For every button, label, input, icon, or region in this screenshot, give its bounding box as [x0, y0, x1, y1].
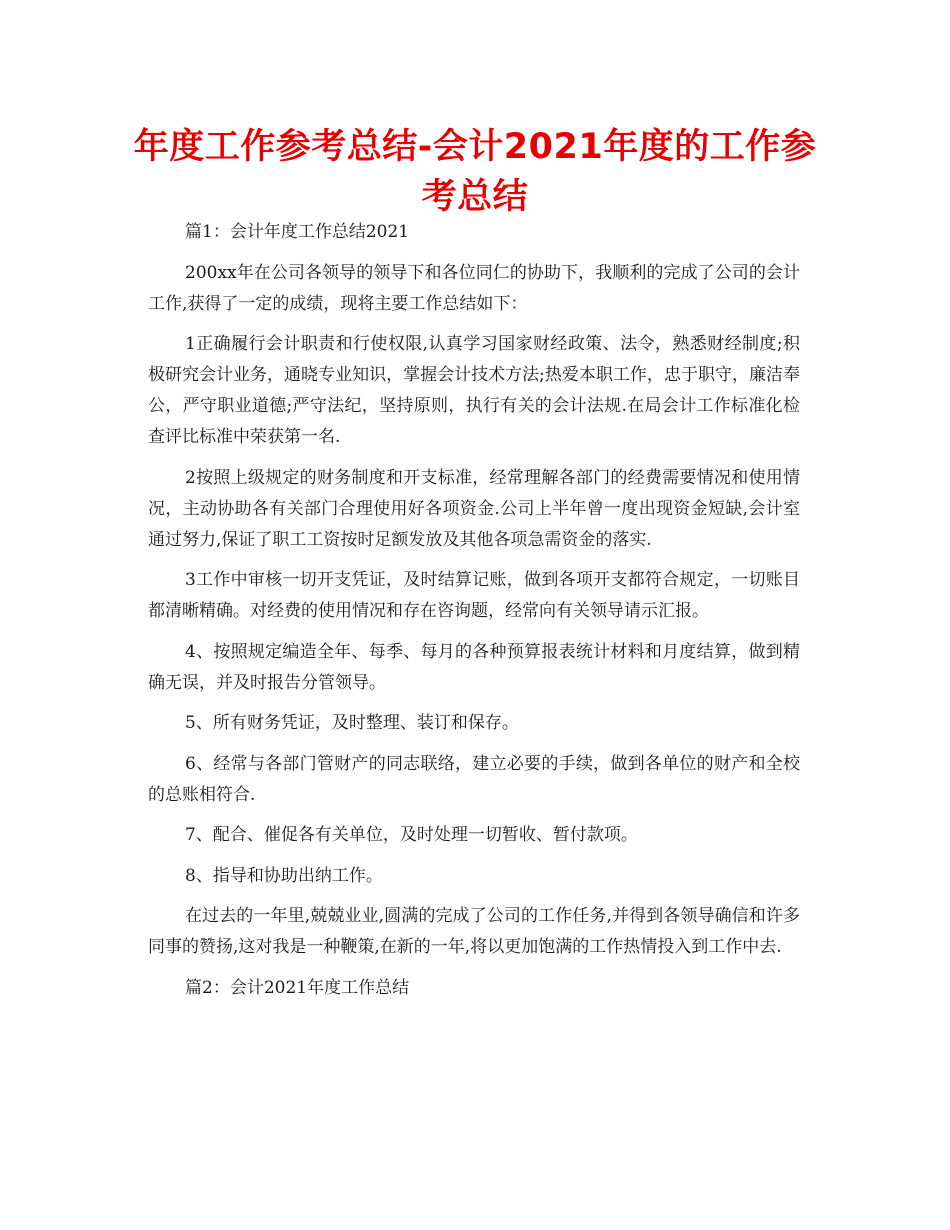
- paragraph-item-1: 1正确履行会计职责和行使权限,认真学习国家财经政策、法令，熟悉财经制度;积极研究会计业务，通晓专业知识，掌握会计技术方法;热爱本职工作，忠于职守，廉洁奉公，严守职业道德;严守法纪，坚持原则，执行有关的会计法规.在局会计工作标准化检查评比标准中荣获第一名.: [148, 334, 800, 447]
- paragraph-item-8: 8、指导和协助出纳工作。: [185, 865, 383, 886]
- paragraph-item-7: 7、配合、催促各有关单位，及时处理一切暂收、暂付款项。: [185, 825, 638, 845]
- paragraph-article-1-heading: 篇1：会计年度工作总结2021: [185, 222, 410, 242]
- paragraph-item-4: 4、按照规定编造全年、每季、每月的各种预算报表统计材料和月度结算，做到精确无误，并及时报告分管领导。: [148, 641, 800, 693]
- document-body: [148, 217, 800, 1013]
- paragraph-article-2-heading: 篇2：会计2021年度工作总结: [185, 977, 410, 998]
- paragraph-item-5: 5、所有财务凭证，及时整理、装订和保存。: [185, 713, 519, 733]
- paragraph-conclusion: 在过去的一年里,兢兢业业,圆满的完成了公司的工作任务,并得到各领导确信和许多同事的赞扬,这对我是一种鞭策,在新的一年,将以更加饱满的工作热情投入到工作中去.: [148, 906, 800, 957]
- paragraph-item-6: 6、经常与各部门管财产的同志联络，建立必要的手续，做到各单位的财产和全校的总账相符合.: [148, 753, 800, 805]
- document-title: 年度工作参考总结-会计2021年度的工作参考总结: [133, 127, 817, 217]
- paragraph-item-3: 3工作中审核一切开支凭证，及时结算记账，做到各项开支都符合规定，一切账目都清晰精确。对经费的使用情况和存在咨询题，经常向有关领导请示汇报。: [148, 570, 800, 621]
- paragraph-intro: 200xx年在公司各领导的领导下和各位同仁的协助下，我顺利的完成了公司的会计工作,获得了一定的成绩，现将主要工作总结如下：: [148, 262, 800, 314]
- paragraph-item-2: 2按照上级规定的财务制度和开支标准，经常理解各部门的经费需要情况和使用情况，主动协助各有关部门合理使用好各项资金.公司上半年曾一度出现资金短缺,会计室通过努力,保证了职工工资按时足额发放及其他各项急需资金的落实.: [148, 467, 800, 550]
